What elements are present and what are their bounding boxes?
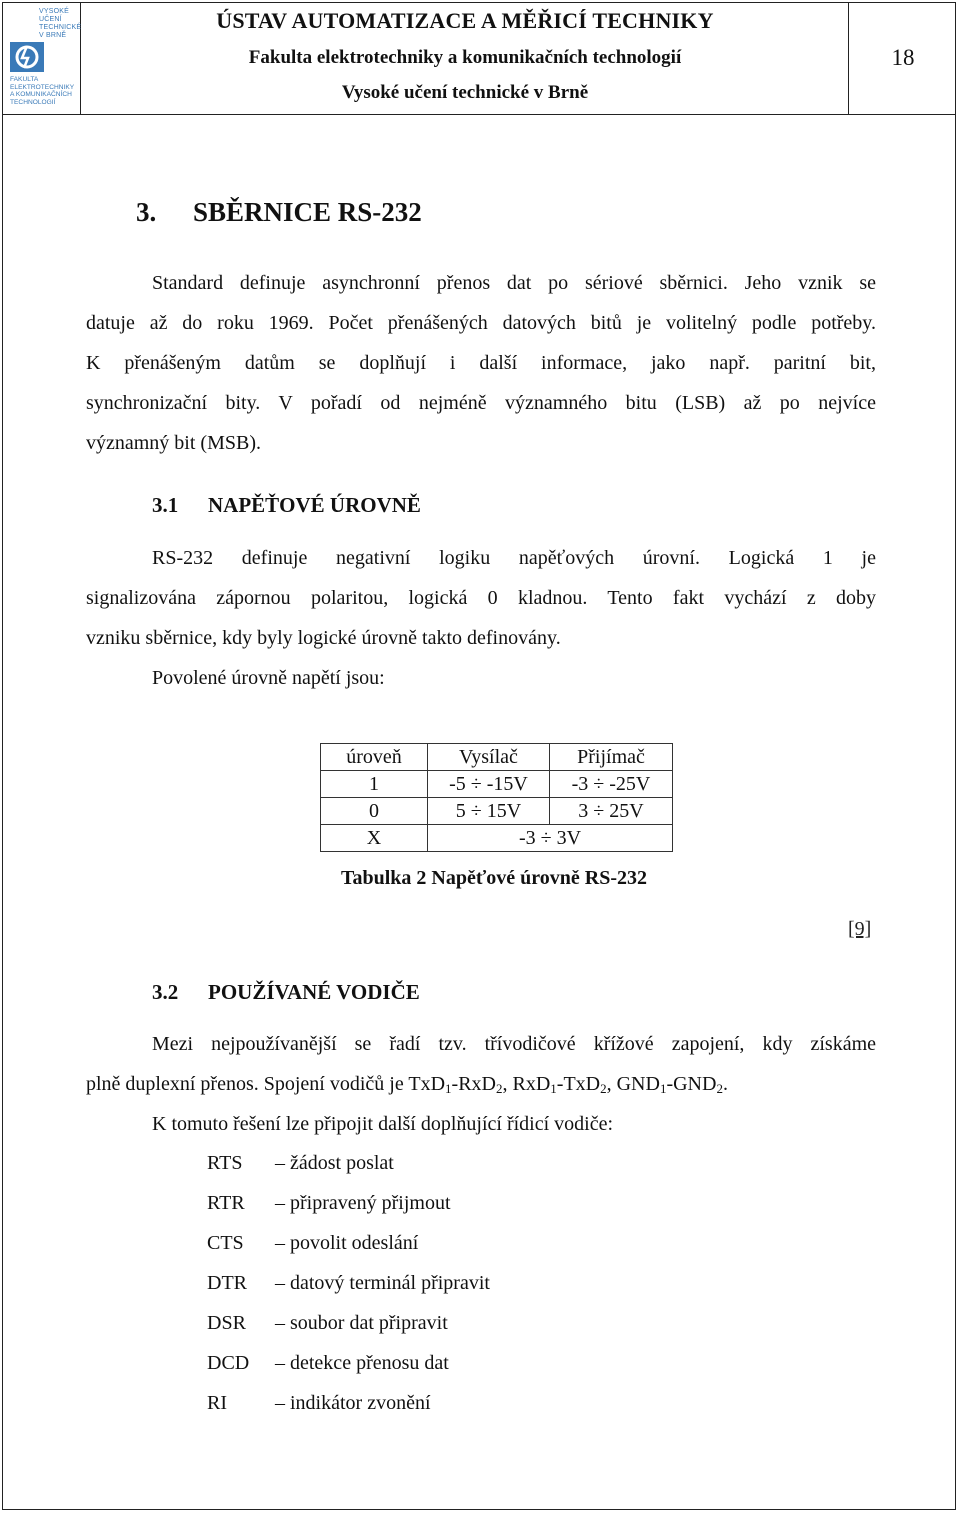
logo-text-top: VYSOKÉ UČENÍ TECHNICKÉ V BRNĚ (39, 8, 82, 39)
section-heading (136, 197, 422, 228)
text-line: K tomuto řešení lze připojit další doplňující řídicí vodiče: (152, 1113, 614, 1135)
signal-code: RTS (207, 1152, 243, 1174)
text-line: signalizována zápornou polaritou, logická 0 kladnou. Tento fakt vychází z doby (86, 587, 876, 609)
table-cell: -5 ÷ -15V (428, 771, 550, 798)
logo-text-bottom: FAKULTA ELEKTROTECHNIKY A KOMUNIKAČNÍCH TECHNOLOGIÍ (10, 76, 75, 106)
faculty-logo-icon (10, 42, 44, 72)
table-header-cell: Vysílač (428, 744, 550, 771)
citation-link[interactable]: [9] (848, 918, 872, 940)
university-logo (2, 2, 81, 114)
section-title: SBĚRNICE RS-232 (193, 197, 422, 227)
section-number: 3. (136, 197, 157, 227)
voltage-levels-table (320, 743, 673, 852)
page-number: 18 (891, 45, 915, 70)
subsection-heading-voltage (152, 493, 421, 518)
subsection-heading-wires (152, 980, 420, 1005)
signal-list (207, 1143, 490, 1423)
signal-code: RTR (207, 1192, 245, 1214)
table-caption: Tabulka 2 Napěťové úrovně RS-232 (340, 867, 648, 889)
signal-code: CTS (207, 1232, 244, 1254)
list-item (207, 1303, 490, 1343)
table-cell: 5 ÷ 15V (428, 798, 550, 825)
text-line: RS-232 definuje negativní logiku napěťových úrovní. Logická 1 je (152, 547, 876, 569)
signal-code: DTR (207, 1272, 247, 1294)
table-cell: -3 ÷ -25V (550, 771, 673, 798)
table-header-cell: úroveň (321, 744, 428, 771)
page-header (2, 2, 956, 114)
table-cell: 1 (321, 771, 428, 798)
list-item (207, 1143, 490, 1183)
signal-description: – detekce přenosu dat (275, 1352, 449, 1374)
text-line-connections: plně duplexní přenos. Spojení vodičů je TxD$_1$-RxD$_2$, RxD$_1$-TxD$_2$, $GND_1-GND_2$. (86, 1073, 728, 1096)
text-line: Povolené úrovně napětí jsou: (152, 667, 385, 689)
subsection-title: POUŽÍVANÉ VODIČE (208, 980, 420, 1004)
wires-paragraph (86, 1024, 876, 1144)
table-row (321, 771, 673, 798)
table-cell: 0 (321, 798, 428, 825)
table-row (321, 798, 673, 825)
text-line: K přenášeným datům se doplňují i další informace, jako např. paritní bit, (86, 352, 876, 374)
list-item (207, 1263, 490, 1303)
text-line: významný bit (MSB). (86, 432, 261, 454)
intro-paragraph (86, 263, 876, 463)
list-item (207, 1183, 490, 1223)
table-row (321, 825, 673, 852)
list-item (207, 1343, 490, 1383)
text-line: Standard definuje asynchronní přenos dat po sériové sběrnici. Jeho vznik se (152, 272, 876, 294)
subsection-number: 3.2 (152, 980, 179, 1004)
text-line: synchronizační bity. V pořadí od nejméně významného bitu (LSB) až po nejvíce (86, 392, 876, 414)
signal-code: DSR (207, 1312, 246, 1334)
header-divider (2, 114, 956, 115)
text-line: Mezi nejpoužívanější se řadí tzv. třívodičové křížové zapojení, kdy získáme (152, 1033, 876, 1055)
table-cell: 3 ÷ 25V (550, 798, 673, 825)
signal-description: – povolit odeslání (275, 1232, 419, 1254)
signal-description: – soubor dat připravit (275, 1312, 448, 1334)
signal-code: DCD (207, 1352, 250, 1374)
university-name: Vysoké učení technické v Brně (341, 82, 589, 103)
signal-description: – připravený přijmout (275, 1192, 451, 1214)
text-line: vzniku sběrnice, kdy byly logické úrovně takto definovány. (86, 627, 561, 649)
voltage-paragraph (86, 538, 876, 698)
text-line: datuje až do roku 1969. Počet přenášených datových bitů je volitelný podle potřeby. (86, 312, 876, 334)
page-number-box (848, 2, 957, 114)
institute-name: ÚSTAV AUTOMATIZACE A MĚŘICÍ TECHNIKY (216, 8, 714, 33)
header-text (80, 2, 850, 114)
signal-code: RI (207, 1392, 227, 1414)
subsection-title: NAPĚŤOVÉ ÚROVNĚ (208, 493, 421, 517)
table-header-row (321, 744, 673, 771)
faculty-name: Fakulta elektrotechniky a komunikačních technologií (248, 47, 682, 68)
subsection-number: 3.1 (152, 493, 179, 517)
signal-description: – datový terminál připravit (275, 1272, 490, 1294)
table-header-cell: Přijímač (550, 744, 673, 771)
table-cell: X (321, 825, 428, 852)
signal-description: – žádost poslat (275, 1152, 394, 1174)
list-item (207, 1223, 490, 1263)
table-cell-merged: -3 ÷ 3V (428, 825, 673, 852)
list-item (207, 1383, 490, 1423)
signal-description: – indikátor zvonění (275, 1392, 431, 1414)
